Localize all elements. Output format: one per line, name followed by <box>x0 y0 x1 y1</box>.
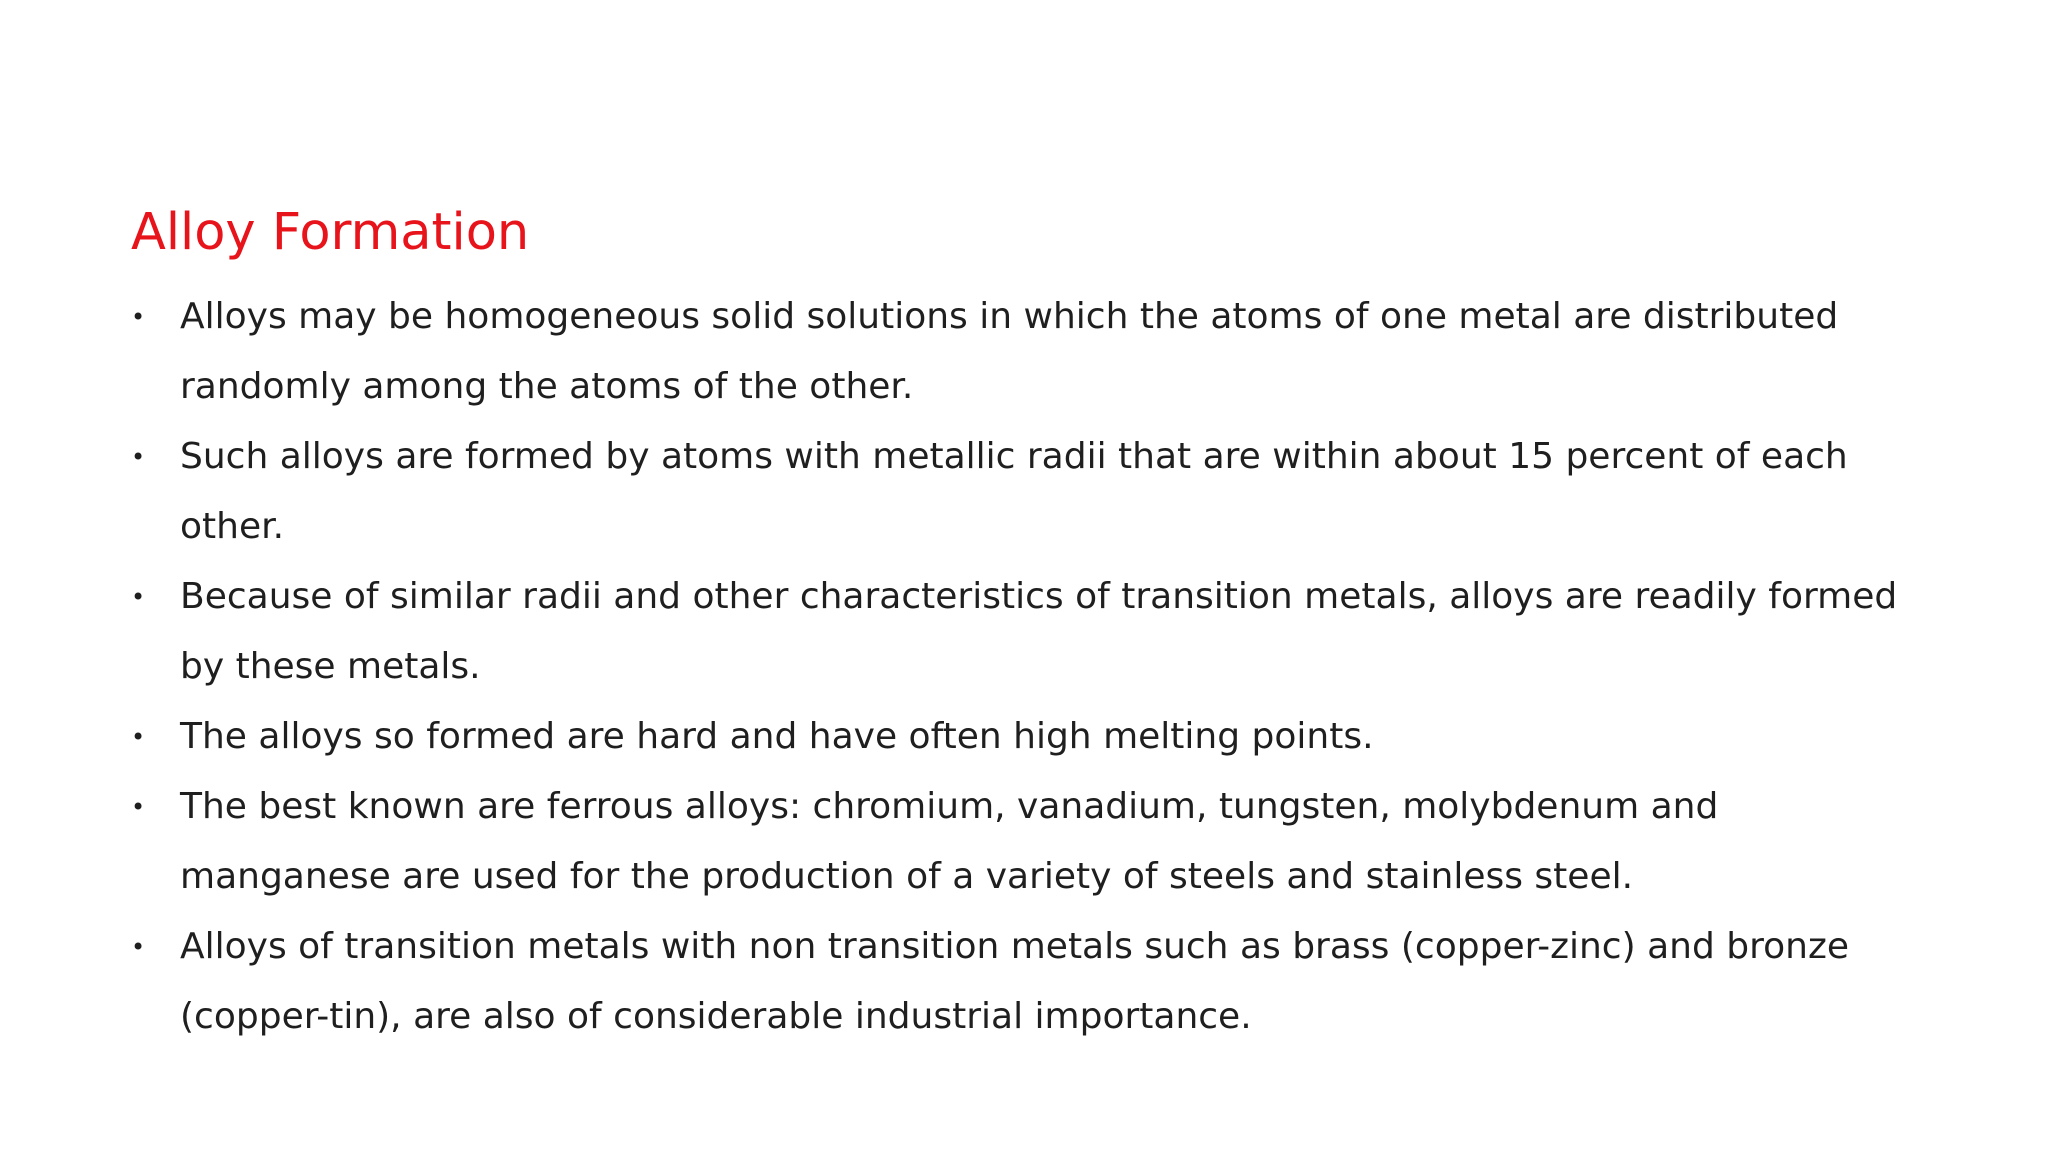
bullet-text-line: (copper-tin), are also of considerable industrial importance. <box>180 996 1252 1037</box>
bullet-text-line: other. <box>180 506 285 547</box>
slide-title: Alloy Formation <box>131 203 530 262</box>
bullet-text-line: manganese are used for the production of a variety of steels and stainless steel. <box>180 856 1634 897</box>
bullet-item <box>131 702 1991 772</box>
bullet-text-line: Because of similar radii and other characteristics of transition metals, alloys are readily formed <box>180 576 1898 617</box>
bullet-text-line: Such alloys are formed by atoms with metallic radii that are within about 15 percent of each <box>180 436 1848 477</box>
bullet-item <box>131 912 1991 1052</box>
bullet-list <box>131 282 1991 1052</box>
bullet-item <box>131 772 1991 912</box>
bullet-dot-icon: • <box>131 303 146 331</box>
bullet-text-line: Alloys of transition metals with non transition metals such as brass (copper-zinc) and bronze <box>180 926 1849 967</box>
bullet-text-line: by these metals. <box>180 646 481 687</box>
bullet-dot-icon: • <box>131 583 146 611</box>
bullet-dot-icon: • <box>131 793 146 821</box>
bullet-item <box>131 422 1991 562</box>
bullet-text-line: Alloys may be homogeneous solid solutions in which the atoms of one metal are distributed <box>180 296 1839 337</box>
bullet-dot-icon: • <box>131 443 146 471</box>
bullet-text-line: randomly among the atoms of the other. <box>180 366 914 407</box>
bullet-item <box>131 282 1991 422</box>
bullet-dot-icon: • <box>131 723 146 751</box>
bullet-item <box>131 562 1991 702</box>
bullet-text-line: The best known are ferrous alloys: chromium, vanadium, tungsten, molybdenum and <box>180 786 1719 827</box>
bullet-text-line: The alloys so formed are hard and have often high melting points. <box>180 716 1374 757</box>
bullet-dot-icon: • <box>131 933 146 961</box>
